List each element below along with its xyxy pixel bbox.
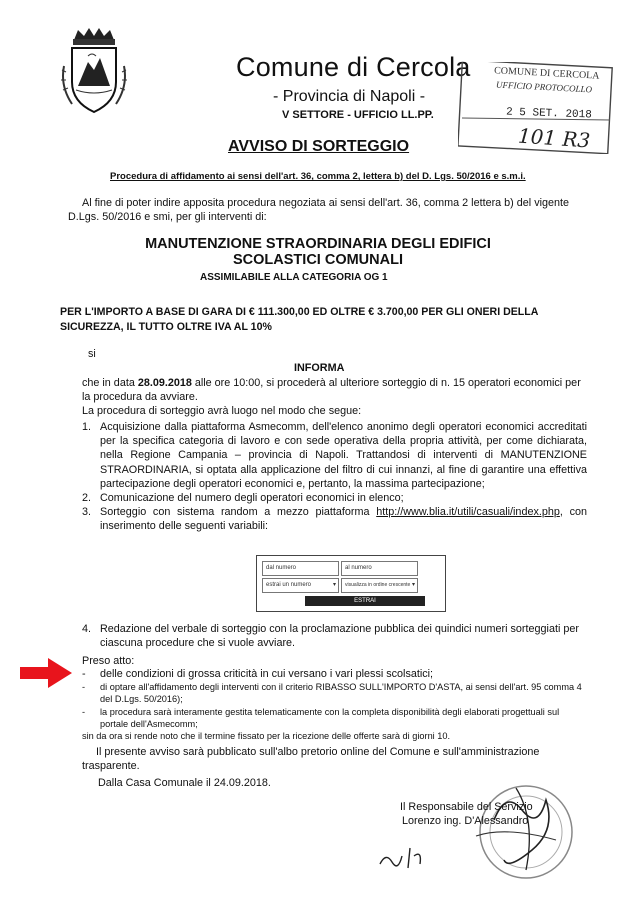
place-date: Dalla Casa Comunale il 24.09.2018. — [98, 777, 271, 789]
settore-label: V SETTORE - UFFICIO LL.PP. — [282, 109, 434, 121]
stamp-line-1: COMUNE DI CERCOLA — [493, 65, 600, 82]
dash-bullet: - — [82, 707, 86, 718]
stamp-date: 2 5 SET. 2018 — [505, 106, 593, 122]
step-number: 4. — [82, 623, 92, 635]
step-number: 2. — [82, 492, 92, 505]
step-4 — [82, 622, 587, 650]
signature-stamp-graphic — [376, 780, 586, 890]
procedure-intro: La procedura di sorteggio avrà luogo nel modo che segue: — [82, 405, 362, 418]
steps-list — [82, 420, 587, 534]
province-subtitle: - Provincia di Napoli - — [273, 88, 426, 105]
extract-button: ESTRAI — [305, 596, 425, 606]
to-number-field: al numero — [341, 561, 418, 576]
list-item — [82, 420, 587, 491]
closing-paragraphs — [82, 731, 587, 773]
publication-text: Il presente avviso sarà pubblicato sull'albo pretorio online del Comune e sull'amministrazione trasparente. — [82, 745, 540, 772]
signatory-name: Lorenzo ing. D'Alessandro — [402, 815, 529, 828]
list-item — [82, 682, 587, 705]
list-item — [82, 491, 587, 505]
si-text: si — [88, 348, 96, 360]
draw-date-paragraph — [82, 376, 587, 419]
chevron-down-icon: ▾ — [332, 582, 336, 588]
notice-title: AVVISO DI SORTEGGIO — [228, 138, 410, 155]
works-heading: MANUTENZIONE STRAORDINARIA DEGLI EDIFICI SCOLASTICI COMUNALI — [145, 236, 491, 268]
order-select-value: visualizza in ordine crescente — [345, 582, 411, 588]
list-item — [82, 667, 587, 681]
list-item — [82, 505, 587, 533]
step-text-post: , con inserimento delle seguenti variabili: — [100, 506, 587, 533]
coat-of-arms-emblem — [58, 26, 130, 118]
preso-atto-label: Preso atto: — [82, 655, 135, 667]
page-title: Comune di Cercola — [236, 52, 471, 82]
count-select-value: estrai un numero — [266, 582, 312, 588]
chevron-down-icon: ▾ — [411, 582, 415, 588]
step-text: Comunicazione del numero degli operatori economici in elenco; — [100, 492, 404, 505]
signatory-block — [400, 800, 533, 828]
list-item — [82, 707, 587, 730]
draw-date-value: 28.09.2018 — [137, 377, 192, 389]
dash-bullet: - — [82, 668, 86, 680]
step-text: Redazione del verbale di sorteggio con la proclamazione pubblica dei quindici numeri sorteggiati per ciascuna procedure che si vuole avviare. — [100, 623, 579, 650]
signatory-role: Il Responsabile del Servizio — [400, 801, 533, 813]
amount-paragraph: PER L'IMPORTO A BASE DI GARA DI € 111.300,00 ED OLTRE € 3.700,00 PER GLI ONERI DELLA SICUREZZA, IL TUTTO OLTRE IVA AL 10% — [60, 306, 538, 333]
list-item — [82, 622, 587, 650]
procedure-reference: Procedura di affidamento ai sensi dell'art. 36, comma 2, lettera b) del D. Lgs. 50/2016 e s.m.i. — [110, 171, 526, 182]
preso-atto-list — [82, 667, 587, 730]
step-number: 1. — [82, 421, 92, 433]
intro-paragraph: Al fine di poter indire apposita procedura negoziata ai sensi dell'art. 36, comma 2 lettera b) del vigente D.Lgs. 50/2016 e smi, per gli interventi di: — [68, 197, 570, 224]
from-number-field: dal numero — [262, 561, 339, 576]
draw-date-text-post: alle ore 10:00, si procederà al ulteriore sorteggio di n. 15 operatori economici per la procedura da avviare. — [82, 377, 581, 404]
list-item-text: di optare all'affidamento degli interventi con il criterio RIBASSO SULL'IMPORTO D'ASTA, ai sensi dell'art. 95 comma 4 del D.Lgs. 50/2016); — [100, 682, 582, 704]
stamp-number: 101 R3 — [517, 123, 592, 153]
informa-heading: INFORMA — [294, 362, 345, 374]
list-item-text: la procedura sarà interamente gestita telematicamente con la completa disponibilità degli elaborati progettuali sul portale dell'Asmecomm; — [100, 707, 560, 729]
handwritten-mark — [376, 842, 446, 872]
count-select — [262, 578, 339, 593]
deadline-text: sin da ora si rende noto che il termine fissato per la ricezione delle offerte sarà di giorni 10. — [82, 731, 451, 741]
step-text-pre: Sorteggio con sistema random a mezzo piattaforma — [100, 506, 377, 519]
stamp-line-2: UFFICIO PROTOCOLLO — [495, 79, 593, 95]
order-select — [341, 578, 418, 593]
list-item-text: delle condizioni di grossa criticità in cui versano i vari plessi scolsatici; — [100, 668, 434, 680]
draw-date-text-pre: che in data — [82, 377, 138, 389]
step-text: Acquisizione dalla piattaforma Asmecomm, dell'elenco anonimo degli operatori economici accreditati per la specifica categoria di lavoro e con sede operativa della propria attività, per come dichiarata, nella Regione Campania – provincia di Napoli. Trattandosi di interventi di MANUTENZIONE STRAORDINARIA, si optata alla applicazione del filtro di cui innanzi, al fine di garantire una effettiva partecipazione degli operatori economici e, pertanto, la massima partecipazione; — [100, 421, 587, 490]
random-platform-link[interactable]: http://www.blia.it/utili/casuali/index.php — [376, 506, 560, 519]
red-arrow-icon — [18, 656, 74, 690]
category-label: ASSIMILABILE ALLA CATEGORIA OG 1 — [200, 272, 388, 283]
random-widget-screenshot — [256, 555, 446, 612]
step-number: 3. — [82, 506, 92, 519]
dash-bullet: - — [82, 682, 86, 693]
protocol-stamp — [458, 62, 618, 154]
